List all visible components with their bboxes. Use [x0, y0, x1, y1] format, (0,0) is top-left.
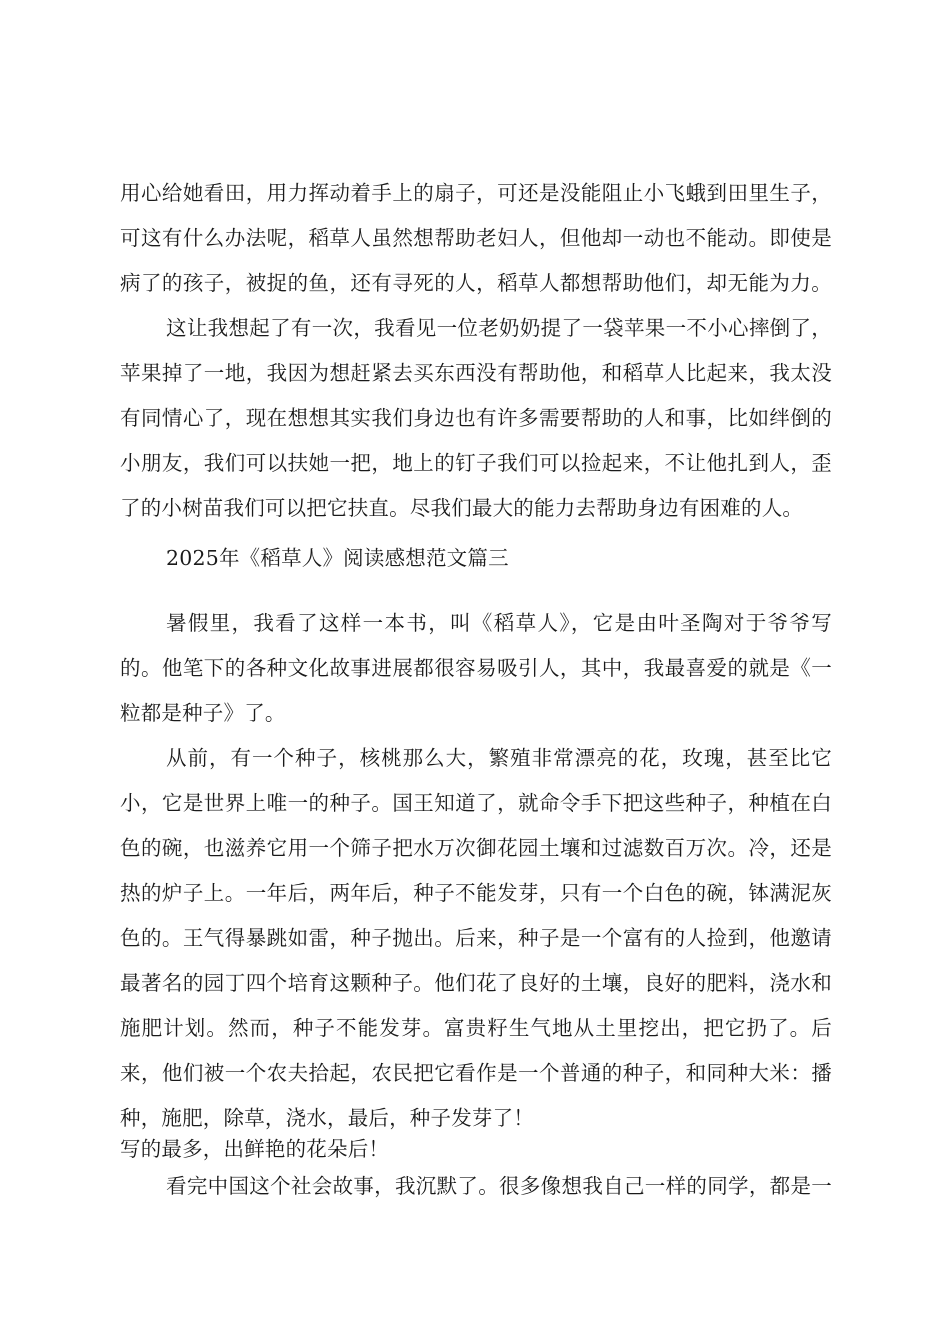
text-line: 色的碗，也滋养它用一个筛子把水万次御花园土壤和过滤数百万次。冷，还是 — [120, 836, 832, 860]
text-line: 用心给她看田，用力挥动着手上的扇子，可还是没能阻止小飞蛾到田里生子， — [120, 181, 832, 205]
text-line: 热的炉子上。一年后，两年后，种子不能发芽，只有一个白色的碗，钵满泥灰 — [120, 881, 832, 905]
text-line: 从前，有一个种子，核桃那么大，繁殖非常漂亮的花，玫瑰，甚至比它 — [166, 746, 832, 770]
text-line: 施肥计划。然而，种子不能发芽。富贵籽生气地从土里挖出，把它扔了。后 — [120, 1016, 832, 1040]
text-line: 了的小树苗我们可以把它扶直。尽我们最大的能力去帮助身边有困难的人。 — [120, 496, 804, 520]
section-heading: 2025年《稻草人》阅读感想范文篇三 — [166, 546, 509, 570]
text-line: 病了的孩子，被捉的鱼，还有寻死的人，稻草人都想帮助他们，却无能为力。 — [120, 271, 832, 295]
text-line: 最著名的园丁四个培育这颗种子。他们花了良好的土壤，良好的肥料，浇水和 — [120, 971, 832, 995]
text-line: 小，它是世界上唯一的种子。国王知道了，就命令手下把这些种子，种植在白 — [120, 791, 832, 815]
text-line: 有同情心了，现在想想其实我们身边也有许多需要帮助的人和事，比如绊倒的 — [120, 406, 832, 430]
text-line: 这让我想起了有一次，我看见一位老奶奶提了一袋苹果一不小心摔倒了， — [166, 316, 832, 340]
text-line: 写的最多，出鲜艳的花朵后！ — [120, 1137, 390, 1161]
text-line: 种，施肥，除草，浇水，最后，种子发芽了！ — [120, 1106, 534, 1130]
text-line: 色的。王气得暴跳如雷，种子抛出。后来，种子是一个富有的人捡到，他邀请 — [120, 926, 832, 950]
text-line: 看完中国这个社会故事，我沉默了。很多像想我自己一样的同学，都是一 — [166, 1174, 832, 1198]
text-line: 可这有什么办法呢，稻草人虽然想帮助老妇人，但他却一动也不能动。即使是 — [120, 226, 832, 250]
text-line: 小朋友，我们可以扶她一把，地上的钉子我们可以捡起来，不让他扎到人，歪 — [120, 451, 832, 475]
text-line: 来，他们被一个农夫拾起，农民把它看作是一个普通的种子，和同种大米：播 — [120, 1061, 832, 1085]
text-line: 的。他笔下的各种文化故事进展都很容易吸引人，其中，我最喜爱的就是《一 — [120, 656, 832, 680]
text-line: 粒都是种子》了。 — [120, 701, 286, 725]
text-line: 暑假里，我看了这样一本书，叫《稻草人》，它是由叶圣陶对于爷爷写 — [166, 611, 832, 635]
text-line: 苹果掉了一地，我因为想赶紧去买东西没有帮助他，和稻草人比起来，我太没 — [120, 361, 832, 385]
